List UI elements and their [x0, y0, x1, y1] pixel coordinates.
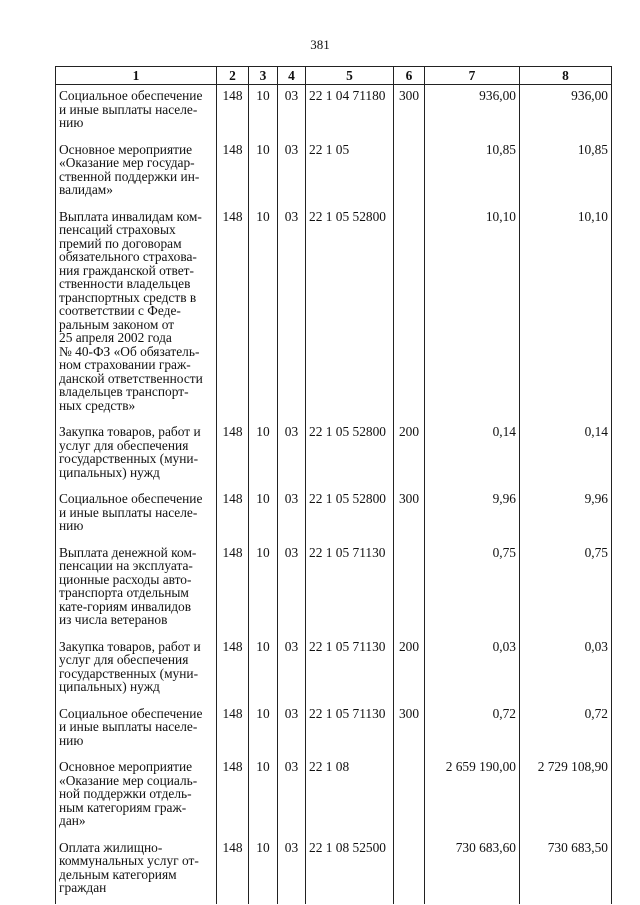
amount-col8: 0,03	[520, 636, 612, 703]
ministry-code: 148	[217, 703, 249, 757]
target-article-code: 22 1 05 71130	[306, 703, 394, 757]
amount-col8: 936,00	[520, 85, 612, 139]
amount-col8: 10,85	[520, 139, 612, 206]
section-code: 10	[249, 703, 278, 757]
amount-col8: 2 729 108,90	[520, 756, 612, 837]
target-article-code: 22 1 08	[306, 756, 394, 837]
expense-name-line: граждан	[59, 880, 107, 895]
expense-name	[56, 703, 217, 757]
expense-name-line: государственных (муни-	[59, 665, 199, 681]
expense-name-line: Социальное обеспечение	[59, 491, 203, 506]
amount-col8: 0,14	[520, 421, 612, 488]
subsection-code: 03	[278, 488, 306, 542]
table-row	[56, 756, 612, 837]
subsection-code: 03	[278, 421, 306, 488]
expense-name-line: пенсаций страховых	[59, 222, 176, 237]
subsection-code: 03	[278, 837, 306, 904]
expense-name-line: кате-гориям инвалидов	[59, 598, 192, 614]
table-row	[56, 206, 612, 422]
expense-name-line: ном страховании граж-	[59, 357, 191, 372]
amount-col7: 0,72	[425, 703, 520, 757]
section-code: 10	[249, 756, 278, 837]
expense-name-line: ционные расходы авто-	[59, 571, 192, 587]
expense-name-line: премий по договорам	[59, 235, 182, 251]
amount-col7: 0,14	[425, 421, 520, 488]
expense-name-line: валидам»	[59, 182, 113, 197]
budget-table	[55, 66, 612, 904]
expense-name	[56, 206, 217, 422]
expense-name-line: ственности владельцев	[59, 276, 191, 291]
table-row	[56, 837, 612, 904]
expense-name-line: Социальное обеспечение	[59, 705, 203, 721]
expense-type-code: 300	[394, 85, 425, 139]
expense-name-line: ной поддержки отдель-	[59, 786, 192, 801]
expense-name-line: ственной поддержки ин-	[59, 168, 200, 184]
target-article-code: 22 1 05	[306, 139, 394, 206]
expense-name-line: «Оказание мер социаль-	[59, 772, 198, 788]
expense-name-line: соответствии с Феде-	[59, 303, 181, 318]
table-row	[56, 488, 612, 542]
section-code: 10	[249, 488, 278, 542]
expense-name-line: пенсации на эксплуата-	[59, 558, 193, 573]
table-row	[56, 139, 612, 206]
amount-col8: 10,10	[520, 206, 612, 422]
amount-col7: 730 683,60	[425, 837, 520, 904]
column-header-4: 4	[278, 67, 306, 85]
expense-type-code: 300	[394, 488, 425, 542]
table-row	[56, 703, 612, 757]
expense-name-line: Выплата денежной ком-	[59, 544, 197, 560]
table-row	[56, 85, 612, 139]
amount-col7: 2 659 190,00	[425, 756, 520, 837]
amount-col8: 0,72	[520, 703, 612, 757]
expense-name-line: Оплата жилищно-	[59, 839, 163, 855]
expense-type-code	[394, 837, 425, 904]
expense-name-line: обязательного страхова-	[59, 249, 197, 264]
column-header-8: 8	[520, 67, 612, 85]
table-row	[56, 542, 612, 636]
expense-name	[56, 636, 217, 703]
expense-name-line: Основное мероприятие	[59, 759, 193, 774]
column-header-5: 5	[306, 67, 394, 85]
expense-name	[56, 488, 217, 542]
expense-name-line: и иные выплаты населе-	[59, 504, 198, 520]
expense-name-line: № 40-ФЗ «Об обязатель-	[59, 343, 200, 359]
target-article-code: 22 1 05 52800	[306, 206, 394, 422]
column-header-2: 2	[217, 67, 249, 85]
expense-name-line: ральным законом от	[59, 316, 175, 332]
expense-name-line: Закупка товаров, работ и	[59, 638, 201, 654]
table-header-row	[56, 67, 612, 85]
ministry-code: 148	[217, 756, 249, 837]
page-number: 381	[310, 37, 330, 52]
section-code: 10	[249, 421, 278, 488]
amount-col7: 0,03	[425, 636, 520, 703]
expense-name	[56, 85, 217, 139]
subsection-code: 03	[278, 85, 306, 139]
expense-name-line: нию	[59, 732, 84, 748]
ministry-code: 148	[217, 139, 249, 206]
ministry-code: 148	[217, 488, 249, 542]
target-article-code: 22 1 05 52800	[306, 421, 394, 488]
expense-name-line: коммунальных услуг от-	[59, 853, 199, 868]
target-article-code: 22 1 05 52800	[306, 488, 394, 542]
expense-name-line: Основное мероприятие	[59, 141, 193, 157]
amount-col8: 0,75	[520, 542, 612, 636]
table-row	[56, 636, 612, 703]
ministry-code: 148	[217, 206, 249, 422]
expense-name	[56, 421, 217, 488]
expense-name-line: дан»	[59, 813, 86, 828]
column-header-1: 1	[56, 67, 217, 85]
expense-name-line: и иные выплаты населе-	[59, 101, 198, 117]
expense-name-line: государственных (муни-	[59, 451, 199, 466]
subsection-code: 03	[278, 139, 306, 206]
section-code: 10	[249, 542, 278, 636]
section-code: 10	[249, 85, 278, 139]
section-code: 10	[249, 139, 278, 206]
expense-name	[56, 139, 217, 206]
ministry-code: 148	[217, 636, 249, 703]
amount-col7: 9,96	[425, 488, 520, 542]
expense-name-line: Социальное обеспечение	[59, 88, 203, 103]
expense-type-code: 200	[394, 636, 425, 703]
subsection-code: 03	[278, 703, 306, 757]
subsection-code: 03	[278, 636, 306, 703]
expense-type-code	[394, 542, 425, 636]
expense-name-line: услуг для обеспечения	[59, 652, 189, 667]
column-header-7: 7	[425, 67, 520, 85]
expense-name-line: ципальных) нужд	[59, 679, 160, 694]
expense-name-line: «Оказание мер государ-	[59, 155, 195, 170]
target-article-code: 22 1 04 71180	[306, 85, 394, 139]
amount-col7: 936,00	[425, 85, 520, 139]
expense-name-line: 25 апреля 2002 года	[59, 330, 172, 345]
expense-name-line: и иные выплаты населе-	[59, 719, 198, 734]
target-article-code: 22 1 08 52500	[306, 837, 394, 904]
expense-type-code	[394, 206, 425, 422]
section-code: 10	[249, 837, 278, 904]
expense-name-line: ным категориям граж-	[59, 799, 187, 815]
amount-col8: 730 683,50	[520, 837, 612, 904]
amount-col7: 0,75	[425, 542, 520, 636]
amount-col7: 10,85	[425, 139, 520, 206]
expense-name-line: ния гражданской ответ-	[59, 262, 194, 278]
expense-type-code: 200	[394, 421, 425, 488]
expense-name-line: нию	[59, 115, 84, 130]
expense-name-line: владельцев транспорт-	[59, 384, 189, 399]
subsection-code: 03	[278, 542, 306, 636]
subsection-code: 03	[278, 756, 306, 837]
section-code: 10	[249, 206, 278, 422]
subsection-code: 03	[278, 206, 306, 422]
expense-type-code	[394, 756, 425, 837]
target-article-code: 22 1 05 71130	[306, 542, 394, 636]
expense-name-line: ципальных) нужд	[59, 464, 160, 480]
ministry-code: 148	[217, 542, 249, 636]
expense-name-line: ных средств»	[59, 397, 136, 413]
ministry-code: 148	[217, 421, 249, 488]
expense-name-line: транспорта отдельным	[59, 585, 189, 600]
expense-name-line: данской ответственности	[59, 370, 203, 386]
expense-type-code	[394, 139, 425, 206]
expense-name-line: дельным категориям	[59, 866, 177, 882]
expense-name	[56, 756, 217, 837]
column-header-6: 6	[394, 67, 425, 85]
expense-name-line: Закупка товаров, работ и	[59, 424, 201, 439]
expense-type-code: 300	[394, 703, 425, 757]
expense-name-line: из числа ветеранов	[59, 612, 168, 627]
amount-col8: 9,96	[520, 488, 612, 542]
table-row	[56, 421, 612, 488]
ministry-code: 148	[217, 837, 249, 904]
target-article-code: 22 1 05 71130	[306, 636, 394, 703]
expense-name-line: Выплата инвалидам ком-	[59, 208, 202, 224]
expense-name-line: транспортных средств в	[59, 289, 197, 305]
expense-name-line: нию	[59, 518, 84, 533]
expense-name	[56, 837, 217, 904]
expense-name	[56, 542, 217, 636]
expense-name-line: услуг для обеспечения	[59, 437, 189, 453]
amount-col7: 10,10	[425, 206, 520, 422]
column-header-3: 3	[249, 67, 278, 85]
section-code: 10	[249, 636, 278, 703]
ministry-code: 148	[217, 85, 249, 139]
